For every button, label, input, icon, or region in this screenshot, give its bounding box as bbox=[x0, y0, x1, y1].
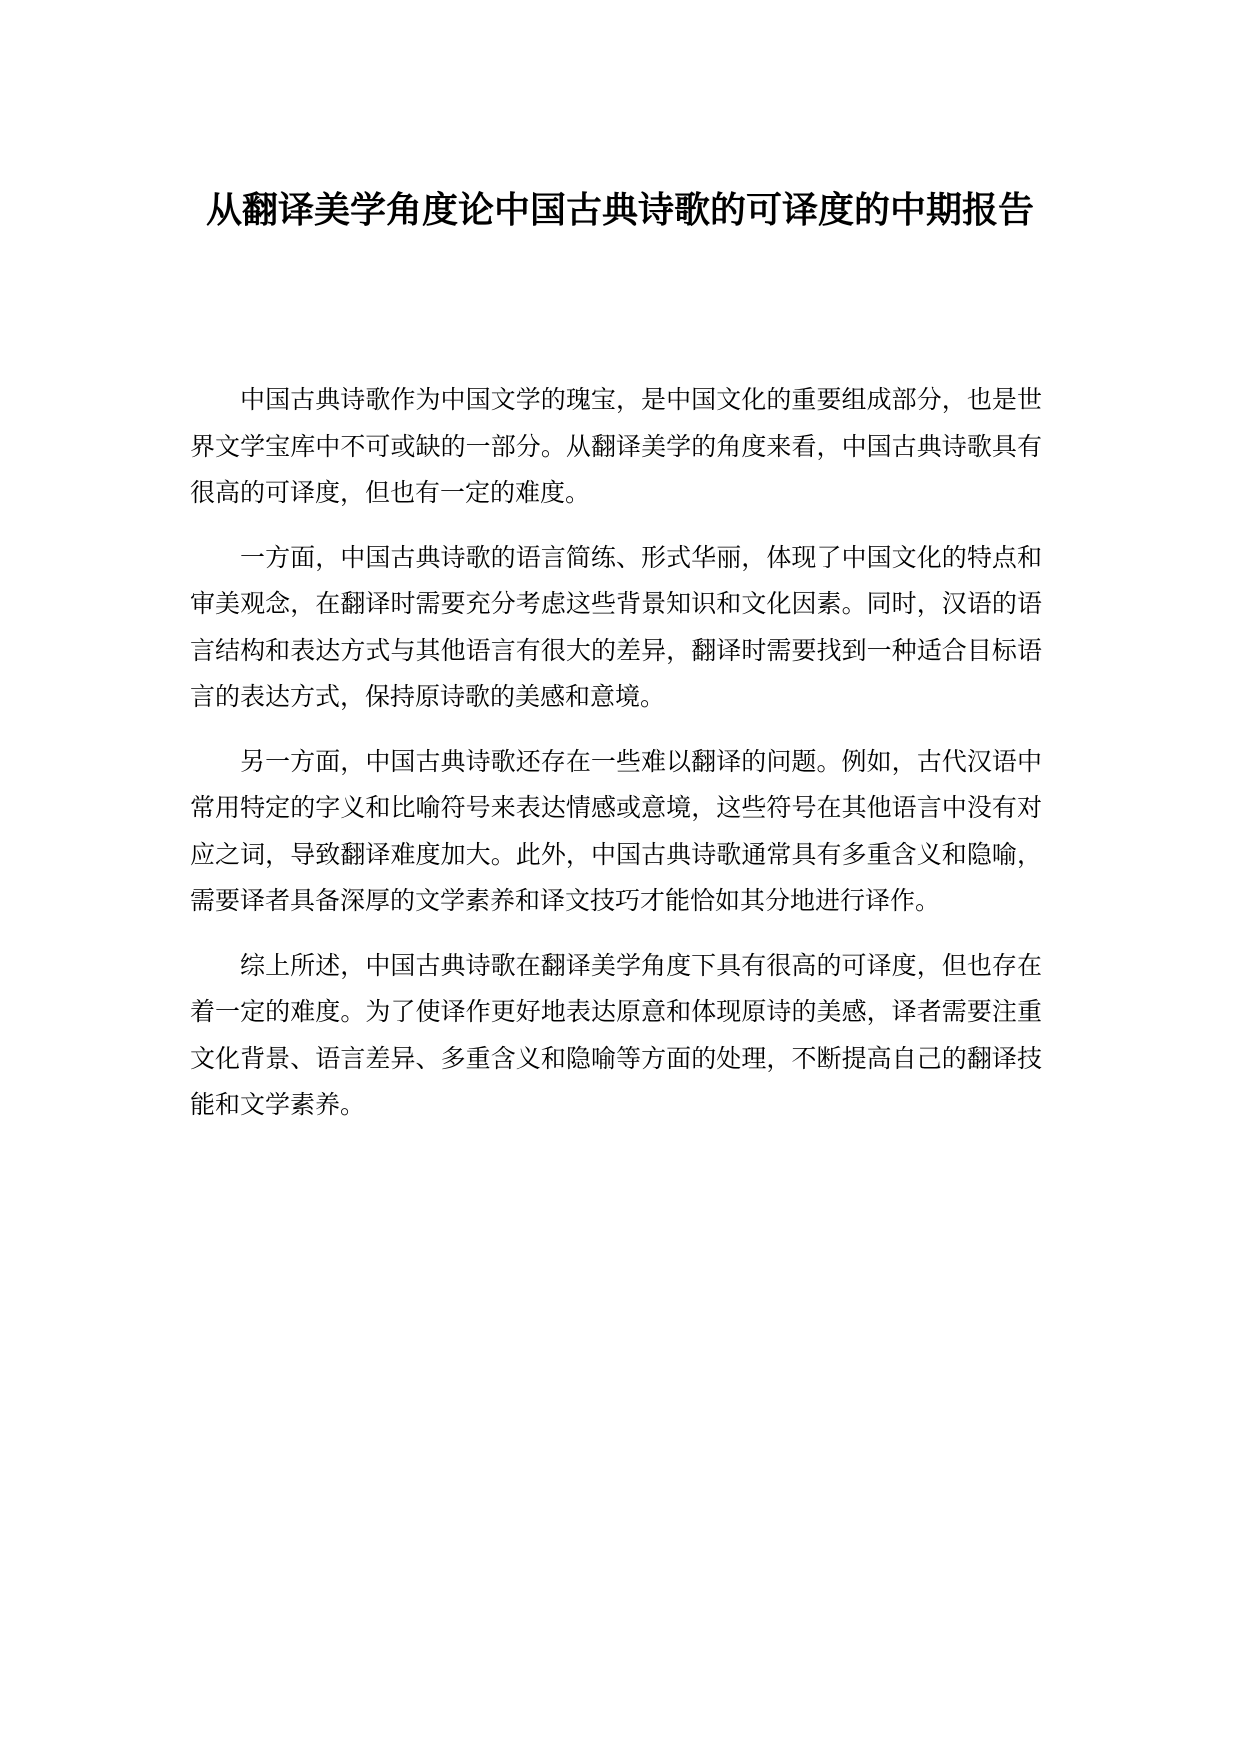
paragraph-4: 综上所述，中国古典诗歌在翻译美学角度下具有很高的可译度，但也存在着一定的难度。为了使译作更好地表达原意和体现原诗的美感，译者需要注重文化背景、语言差异、多重含义和隐喻等方面的处理，不断提高自己的翻译技能和文学素养。 bbox=[190, 950, 1042, 1119]
paragraph-3: 另一方面，中国古典诗歌还存在一些难以翻译的问题。例如，古代汉语中常用特定的字义和比喻符号来表达情感或意境，这些符号在其他语言中没有对应之词，导致翻译难度加大。此外，中国古典诗歌通常具有多重含义和隐喻，需要译者具备深厚的文学素养和译文技巧才能恰如其分地进行译作。 bbox=[190, 746, 1042, 915]
paragraph-1: 中国古典诗歌作为中国文学的瑰宝，是中国文化的重要组成部分，也是世界文学宝库中不可或缺的一部分。从翻译美学的角度来看，中国古典诗歌具有很高的可译度，但也有一定的难度。 bbox=[190, 385, 1042, 507]
document-body bbox=[190, 377, 1042, 1147]
paragraph-2: 一方面，中国古典诗歌的语言简练、形式华丽，体现了中国文化的特点和审美观念，在翻译时需要充分考虑这些背景知识和文化因素。同时，汉语的语言结构和表达方式与其他语言有很大的差异，翻译时需要找到一种适合目标语言的表达方式，保持原诗歌的美感和意境。 bbox=[190, 542, 1042, 711]
document-title: 从翻译美学角度论中国古典诗歌的可译度的中期报告 bbox=[205, 190, 1034, 231]
